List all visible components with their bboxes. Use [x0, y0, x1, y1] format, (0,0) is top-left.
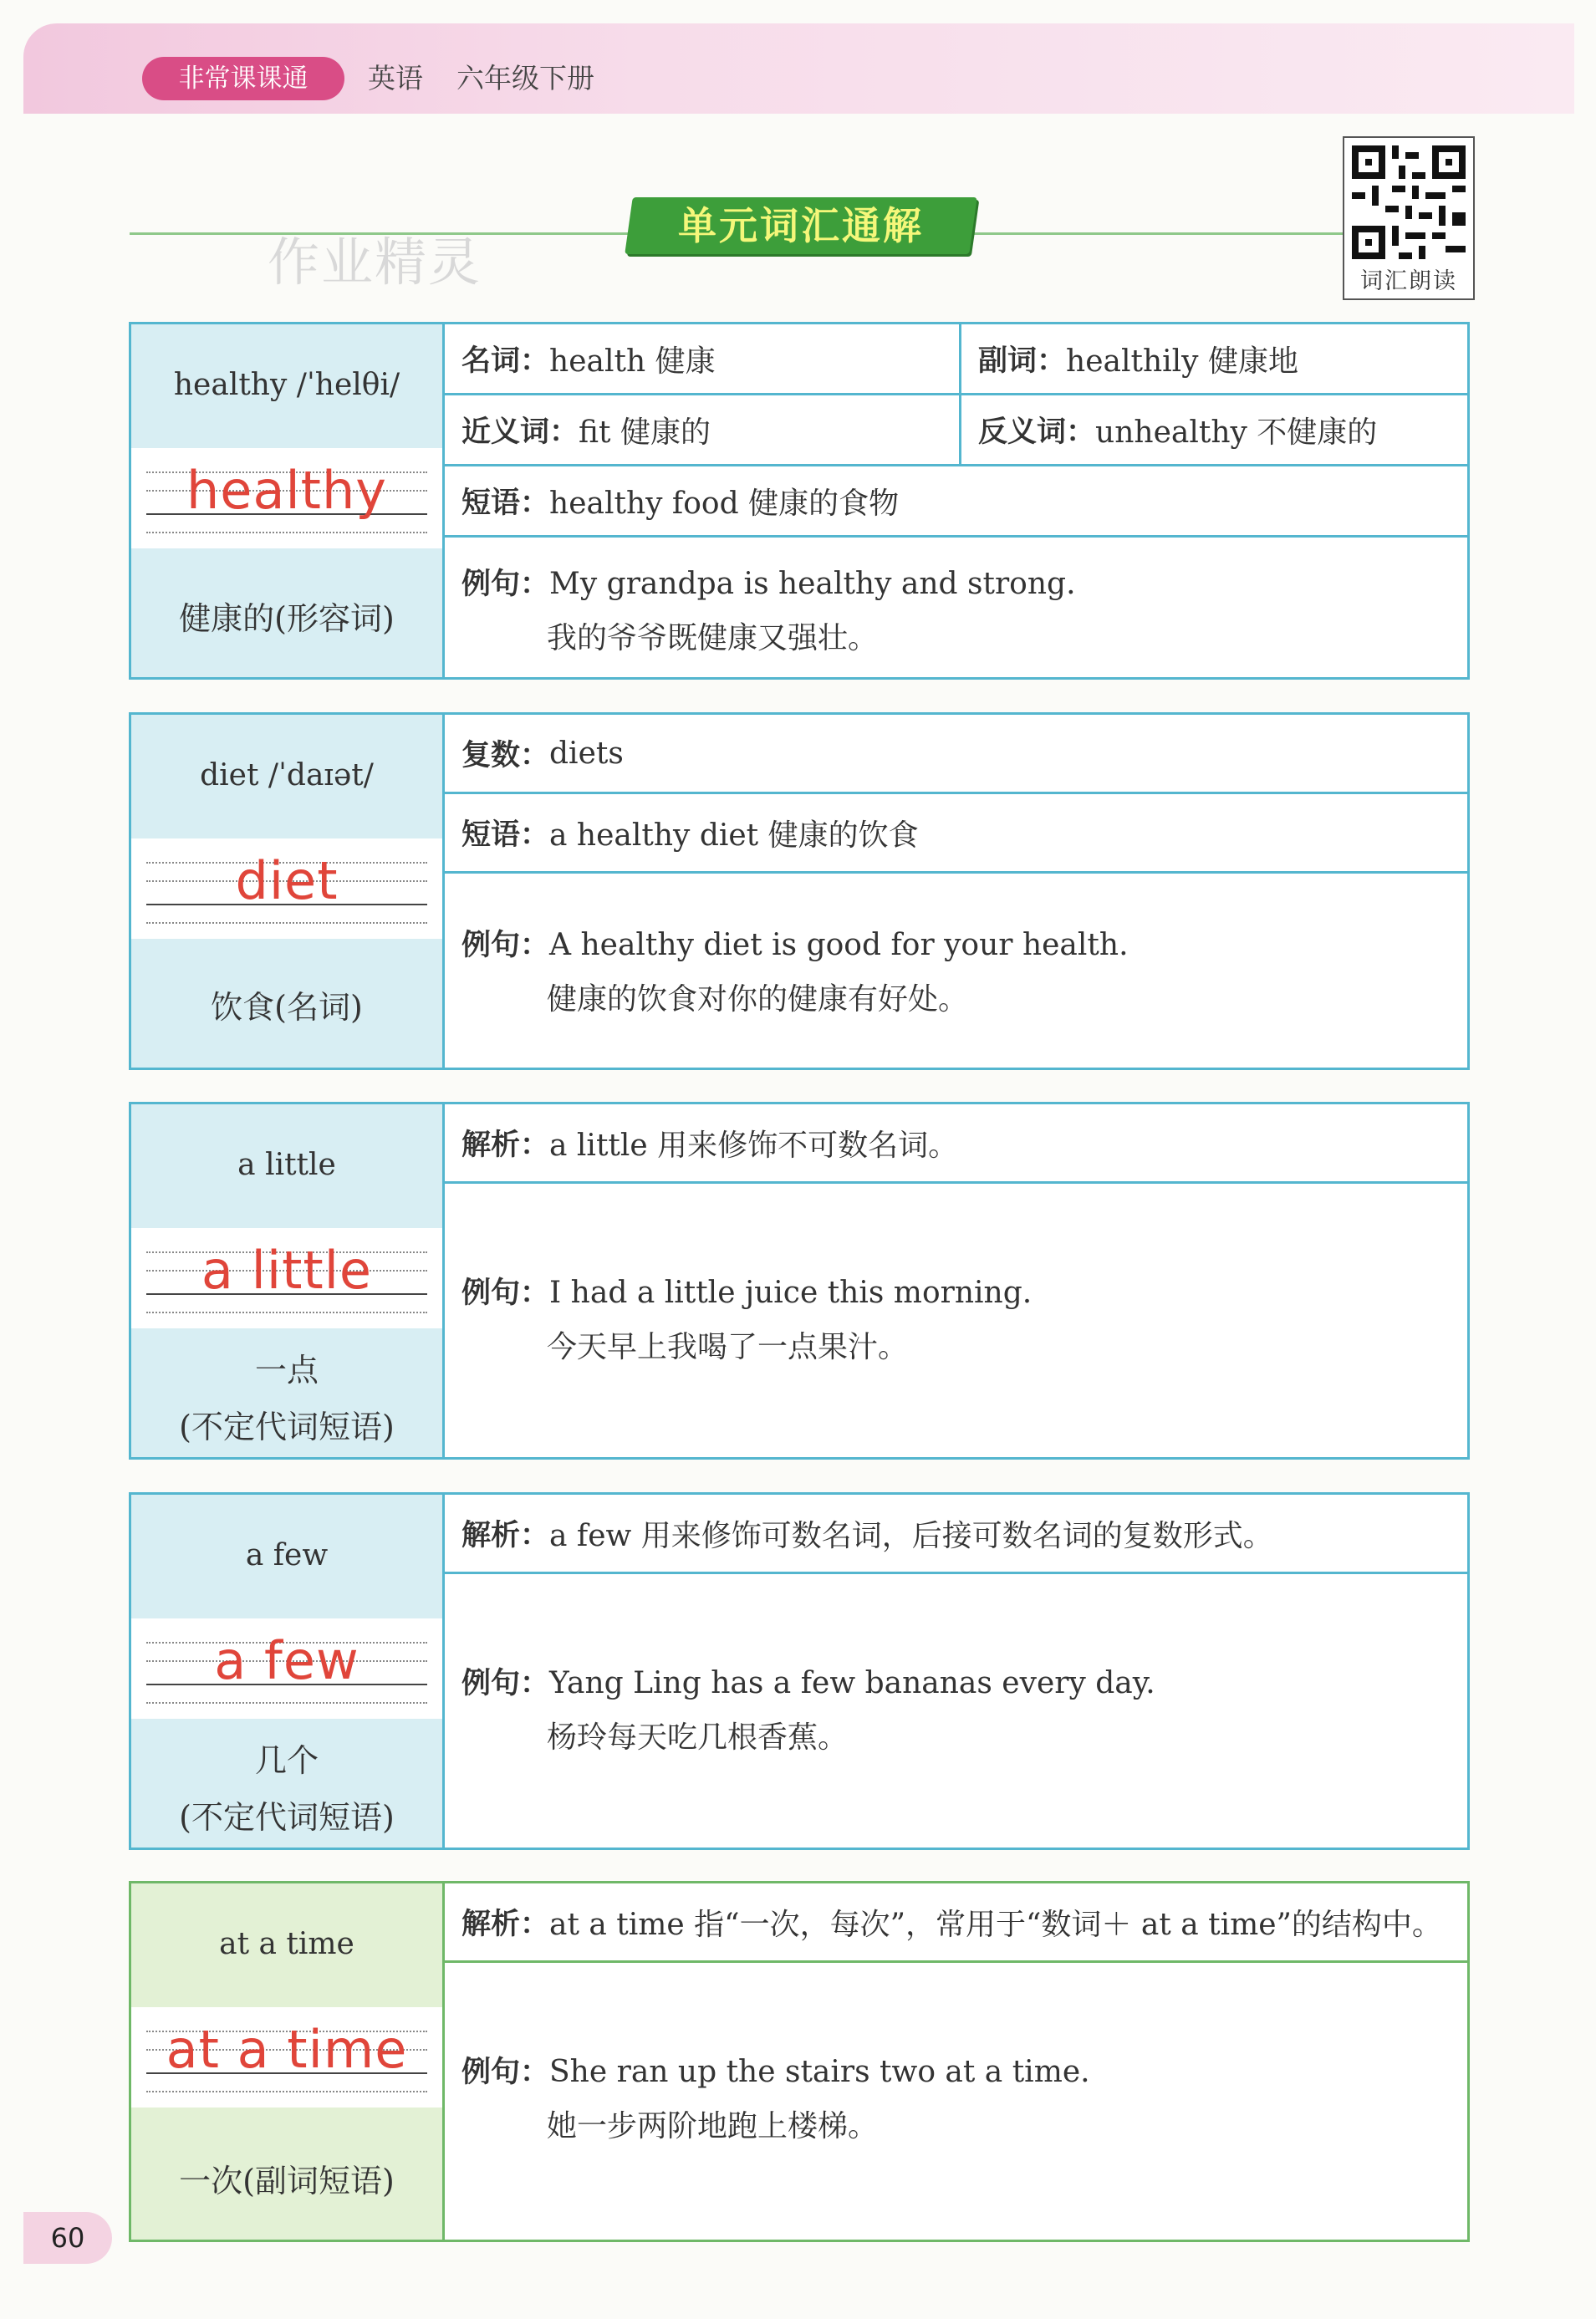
handwriting-band — [131, 1228, 442, 1328]
vocab-entry-a-few — [129, 1492, 1470, 1850]
usage-note: 解析： a little 用来修饰不可数名词。 — [461, 1128, 959, 1163]
word-panel — [131, 1104, 445, 1457]
word-meaning: 健康的(形容词) — [179, 600, 395, 637]
word-panel — [131, 715, 445, 1068]
handwriting-word: a few — [214, 1630, 359, 1691]
word-meaning: 几个 (不定代词短语) — [179, 1742, 395, 1836]
handwriting-word: healthy — [186, 460, 387, 521]
qr-label: 词汇朗读 — [1360, 268, 1457, 294]
detail-panel — [445, 1104, 1467, 1457]
handwriting-word: a little — [201, 1240, 373, 1301]
qr-code-icon — [1352, 144, 1466, 261]
vocab-entry-healthy — [129, 322, 1470, 680]
detail-row — [445, 324, 1467, 395]
handwriting-band — [131, 448, 442, 548]
handwriting-word: at a time — [166, 2019, 408, 2080]
phrase: 短语： healthy food 健康的食物 — [461, 486, 900, 521]
handwriting-word: diet — [235, 850, 339, 911]
example-sentence: 例句：She ran up the stairs two at a time. 她一步两阶地跑上楼梯。 — [461, 2055, 1090, 2143]
headword: a little — [237, 1148, 336, 1182]
subject-label: 英语 — [368, 62, 423, 94]
antonym: 反义词： unhealthy 不健康的 — [959, 395, 1467, 464]
word-panel — [131, 324, 445, 677]
word-panel — [131, 1883, 445, 2240]
detail-row — [445, 1495, 1467, 1574]
word-panel — [131, 1495, 445, 1848]
headword: a few — [245, 1538, 329, 1572]
vocab-entry-at-a-time — [129, 1881, 1470, 2242]
usage-note: 解析： at a time 指“一次，每次”，常用于“数词＋ at a time”的结构中。 — [461, 1907, 1442, 1942]
example-sentence: 例句：A healthy diet is good for your health. 健康的饮食对你的健康有好处。 — [461, 928, 1129, 1017]
word-meaning: 饮食(名词) — [211, 989, 363, 1026]
adverb-form: 副词： healthily 健康地 — [959, 324, 1467, 393]
plural-form: 复数： diets — [461, 736, 624, 772]
noun-form: 名词： health 健康 — [461, 344, 716, 379]
detail-row — [445, 1104, 1467, 1184]
example-sentence: 例句：Yang Ling has a few bananas every day. 杨玲每天吃几根香蕉。 — [461, 1666, 1155, 1755]
synonym: 近义词： fit 健康的 — [461, 415, 711, 450]
qr-code[interactable] — [1343, 136, 1475, 300]
detail-panel — [445, 715, 1467, 1068]
watermark: 作业精灵 — [268, 232, 482, 293]
handwriting-band — [131, 1618, 442, 1719]
vocab-entry-a-little — [129, 1102, 1470, 1460]
series-badge: 非常课课通 — [142, 57, 344, 100]
vocab-entry-diet — [129, 712, 1470, 1070]
headword: at a time — [219, 1927, 354, 1961]
page-number: 60 — [23, 2212, 112, 2264]
detail-row — [445, 466, 1467, 538]
word-meaning: 一点 (不定代词短语) — [179, 1352, 395, 1445]
usage-note: 解析： a few 用来修饰可数名词，后接可数名词的复数形式。 — [461, 1518, 1273, 1553]
detail-panel — [445, 324, 1467, 677]
example-sentence: 例句：I had a little juice this morning. 今天早上我喝了一点果汁。 — [461, 1276, 1033, 1364]
detail-row — [445, 715, 1467, 794]
grade-label: 六年级下册 — [456, 62, 594, 94]
headword: diet /ˈdaɪət/ — [200, 758, 374, 793]
handwriting-band — [131, 2007, 442, 2107]
section-title: 单元词汇通解 — [678, 203, 924, 248]
phrase: 短语： a healthy diet 健康的饮食 — [461, 818, 919, 853]
detail-panel — [445, 1883, 1467, 2240]
word-meaning: 一次(副词短语) — [179, 2163, 395, 2199]
headword: healthy /ˈhelθi/ — [173, 368, 400, 402]
handwriting-band — [131, 838, 442, 939]
example-sentence: 例句：My grandpa is healthy and strong. 我的爷爷既健康又强壮。 — [461, 567, 1076, 655]
detail-row — [445, 794, 1467, 874]
detail-row — [445, 1883, 1467, 1963]
detail-row — [445, 395, 1467, 466]
detail-panel — [445, 1495, 1467, 1848]
